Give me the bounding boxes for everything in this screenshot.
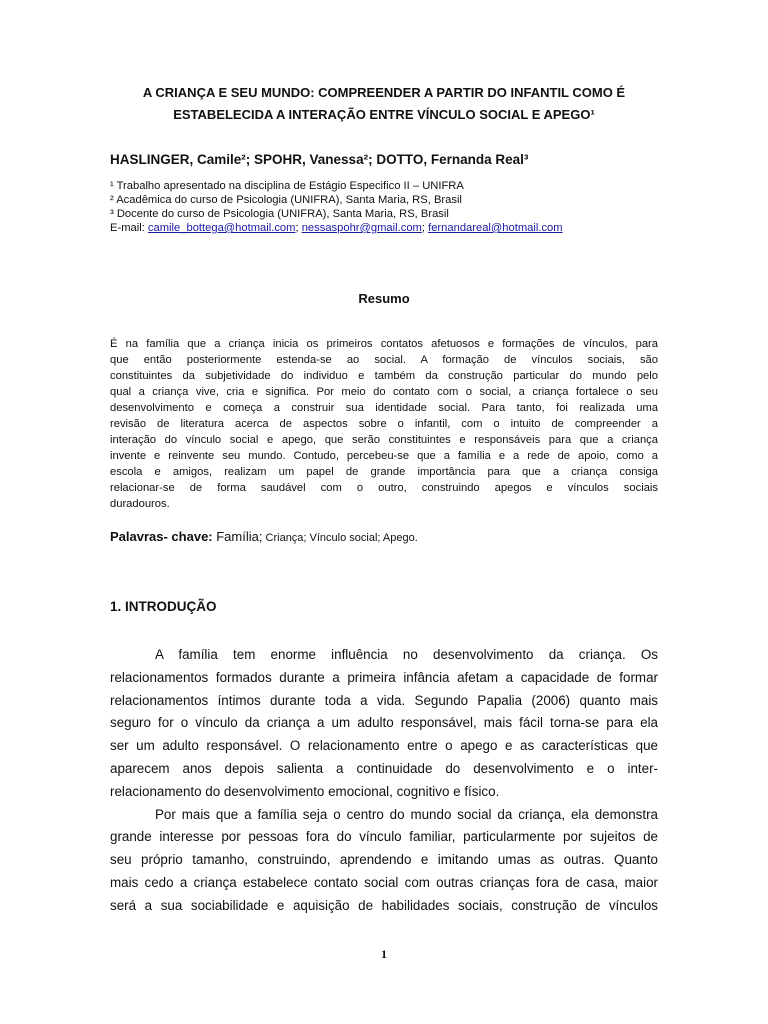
note-3: ³ Docente do curso de Psicologia (UNIFRA), Santa Maria, RS, Brasil [110,208,449,220]
body-line: relacionamento do desenvolvimento emocional, cognitivo e físico. [110,783,500,799]
body-line: relacionamentos íntimos durante toda a vida. Segundo Papalia (2006) quanto mais [110,692,658,708]
abstract-line: duradouros. [110,498,170,510]
note-1: ¹ Trabalho apresentado na disciplina de Estágio Especifico II – UNIFRA [110,180,464,192]
body-line: ser um adulto responsável. O relacionamento entre o apego e as características que [110,738,658,754]
abstract-line: constituintes da subjetividade do individuo e também da construção particular do mundo pelo [110,370,658,382]
keywords-rest: Criança; Vínculo social; Apego. [262,532,418,544]
email-link-vanessa[interactable]: nessaspohr@gmail.com [301,222,422,234]
body-line: Por mais que a família seja o centro do mundo social da criança, ela demonstra [155,806,658,822]
keywords-label: Palavras- chave: [110,529,213,544]
title-line-1: A CRIANÇA E SEU MUNDO: COMPREENDER A PARTIR DO INFANTIL COMO É [142,85,626,100]
body-line: seguro for o vínculo da criança a um adulto responsável, mais fácil torna-se para ela [110,715,658,731]
abstract-line: escola e amigos, realizam um papel de grande importância para que a criança consiga [110,466,658,478]
authors: HASLINGER, Camile²; SPOHR, Vanessa²; DOTTO, Fernanda Real³ [110,152,529,167]
note-2: ² Acadêmica do curso de Psicologia (UNIFRA), Santa Maria, RS, Brasil [110,194,462,206]
abstract-line: revisão de literatura acerca de aspectos sobre o infantil, com o intuito de compreender a [110,418,658,430]
body-line: será a sua sociabilidade e aquisição de habilidades sociais, construção de vínculos [110,897,658,913]
paper-title [96,82,672,126]
title-line-2: ESTABELECIDA A INTERAÇÃO ENTRE VÍNCULO SOCIAL E APEGO¹ [173,107,595,122]
email-separator: ; [421,222,429,234]
abstract-line: interação do vínculo social e apego, que serão constituintes e responsáveis para que a criança [110,434,658,446]
abstract-line: É na família que a criança inicia os primeiros contatos afetuosos e formações de vínculos, para [110,338,658,350]
keywords [110,529,418,544]
footnotes [110,179,563,235]
section-heading: 1. INTRODUÇÃO [110,599,217,614]
email-line [110,221,563,235]
abstract-line: desenvolvimento e começa a construir sua identidade social. Para tanto, foi realizada uma [110,402,658,414]
body-line: relacionamentos formados durante a primeira infância afetam a capacidade de formar [110,669,658,685]
email-label: E-mail: [110,222,148,234]
body-line: A família tem enorme influência no desenvolvimento da criança. Os [155,647,658,662]
abstract-line: invente e reinvente seu mundo. Contudo, percebeu-se que a família e a rede de apoio, como a [110,450,658,462]
email-link-camile[interactable]: camile_bottega@hotmail.com [147,222,296,234]
page-number: 1 [381,947,387,961]
abstract-line: relacionar-se de forma saudável com o outro, construindo apegos e vínculos sociais [110,482,658,494]
abstract-text [110,336,658,512]
keyword-first: Família; [212,529,263,544]
email-link-fernanda[interactable]: fernandareal@hotmail.com [428,222,563,234]
body-line: mais cedo a criança estabelece contato social com outras crianças fora de casa, maior [110,874,658,890]
abstract-heading: Resumo [358,291,410,306]
abstract-line: qual a criança vive, cria e significa. Por meio do contato com o social, a criança fortalece o seu [110,386,658,398]
abstract-line: que então posteriormente estenda-se ao social. A formação de vínculos sociais, são [110,354,658,366]
body-line: seu próprio tamanho, construindo, aprendendo e imitando umas as outras. Quanto [110,852,658,868]
email-separator: ; [295,222,302,234]
body-line: aparecem anos depois salienta a continuidade do desenvolvimento e o inter- [110,760,658,776]
body-line: grande interesse por pessoas fora do vínculo familiar, particularmente por sujeitos de [110,829,658,845]
body-text [110,644,658,918]
